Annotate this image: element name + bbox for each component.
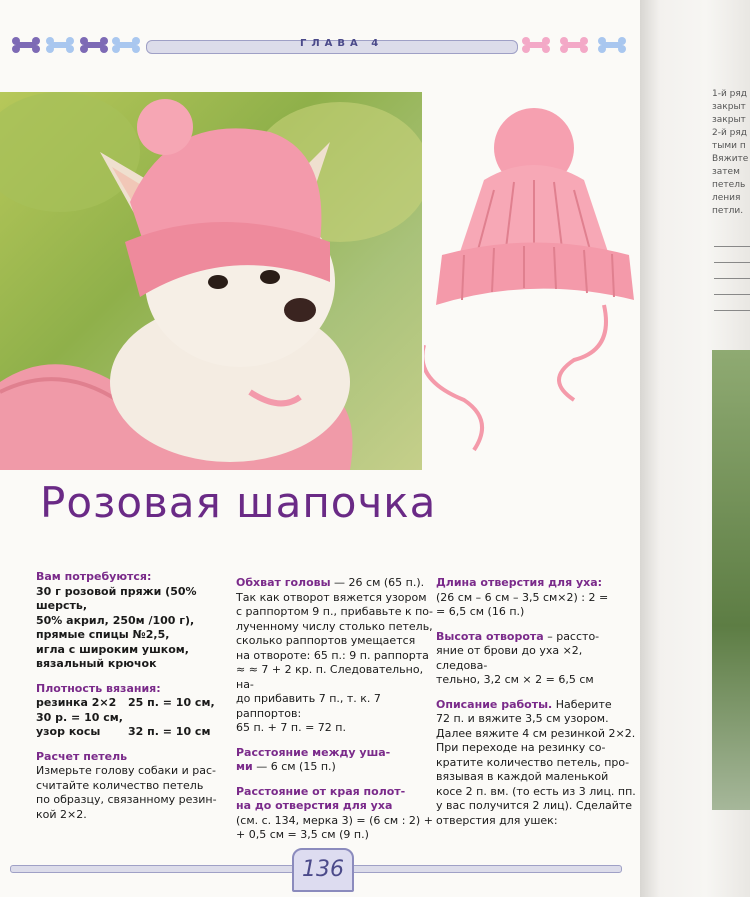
right-page-text [712,88,748,218]
description-line: 72 п. и вяжите 3,5 см узором. [436,712,609,725]
head-girth-line: ≈ ≈ 7 + 2 кр. п. Следовательно, на- [236,663,424,691]
right-page-line: 2-й ряд [712,128,748,138]
bone-icons [12,34,142,56]
materials-line: вязальный крючок [36,657,157,670]
cuff-height-value: – рассто- [543,629,600,643]
head-girth-line: лученному числу столько петель, [236,619,433,633]
description-heading: Описание работы. [436,697,553,711]
right-page-line: Вяжите [712,154,749,164]
calc-line: по образцу, связанному резин- [36,793,217,806]
bone-decoration-right [520,34,640,56]
right-page-line: закрыт [712,102,746,112]
density-label: 30 р. = 10 см, [36,710,123,724]
right-page-table [714,246,750,313]
ears-distance-heading-cont: ми [236,760,253,773]
ear-hole-line: = 6,5 см (16 п.) [436,605,525,618]
ears-distance-paragraph [236,760,436,775]
head-girth-line: сколько раппортов умещается [236,634,416,647]
right-page-line: петель [712,180,746,190]
bone-decoration-left [12,34,142,56]
head-girth-heading: Обхват головы [236,576,331,589]
calc-line: Измерьте голову собаки и рас- [36,764,217,777]
cuff-height-line: тельно, 3,2 см × 2 = 6,5 см [436,673,594,686]
materials-line: прямые спицы №2,5, [36,628,170,641]
head-girth-line: Так как отворот вяжется узором [236,590,427,604]
right-page-line: петли. [712,206,744,216]
description-line: косе 2 п. вм. (то есть из 3 лиц. пп. [436,784,636,798]
materials-column [36,570,232,822]
instructions-column [436,576,636,828]
materials-line: 50% акрил, 250м /100 г), [36,613,195,627]
head-girth-line: на отвороте: 65 п.: 9 п. раппорта [236,648,429,662]
bone-icons [520,34,640,56]
recipe-title: Розовая шапочка [40,478,437,527]
edge-distance-line: (см. с. 134, мерка 3) = (6 см : 2) + [236,813,433,827]
description-line: у вас получится 2 лиц). Сделайте [436,799,633,812]
head-girth-line: 65 п. + 7 п. = 72 п. [236,721,346,734]
chapter-label: ГЛАВА 4 [300,38,384,49]
calc-line: кой 2×2. [36,807,87,821]
right-page-line: ления [712,193,741,203]
density-row [36,711,232,726]
right-page-line: затем [712,167,740,177]
dog-photo [0,92,422,470]
description-line: Далее вяжите 4 см резинкой 2×2. [436,726,636,740]
right-page-line: тыми п [712,141,746,151]
ears-distance-heading: Расстояние между уша- [236,745,391,759]
density-label: узор косы [36,725,101,738]
density-row [36,725,232,740]
density-heading: Плотность вязания: [36,681,161,695]
description-line: вязывая в каждой маленькой [436,770,609,783]
cuff-height-heading: Высота отворота [436,629,544,643]
head-girth-paragraph [236,576,436,591]
right-page-photo [712,350,750,810]
materials-line: игла с широким ушком, [36,642,189,656]
right-page-line: 1-й ряд [712,89,748,99]
head-girth-value: — 26 см (65 п.). [330,576,425,589]
calc-line: считайте количество петель [36,778,204,792]
page-number: 136 [292,848,354,892]
right-page-line: закрыт [712,115,746,125]
cuff-height-line: яние от брови до уха ×2, следова- [436,644,583,672]
edge-distance-heading-cont: на до отверстия для уха [236,799,393,812]
description-line: отверстия для ушек: [436,813,558,827]
measurements-column [236,576,436,843]
density-label: резинка 2×2 [36,696,117,709]
density-value: 25 п. = 10 см, [128,696,215,709]
dog-in-pink-hat-illustration [0,92,422,470]
materials-line: 30 г розовой пряжи (50% шерсть, [36,584,197,612]
head-girth-line: с раппортом 9 п., прибавьте к по- [236,605,433,618]
edge-distance-line: + 0,5 см = 3,5 см (9 п.) [236,828,369,841]
description-paragraph [436,698,636,713]
calc-heading: Расчет петель [36,749,128,763]
ear-hole-line: (26 см – 6 см – 3,5 см×2) : 2 = [436,590,609,604]
description-line: При переходе на резинку со- [436,741,606,754]
edge-distance-heading: Расстояние от края полот- [236,784,406,798]
head-girth-line: до прибавить 7 п., т. к. 7 раппортов: [236,692,381,720]
ears-distance-value: — 6 см (15 п.) [252,760,336,773]
knitted-hat-illustration [424,100,638,460]
density-row [36,696,232,711]
description-value: Наберите [552,697,612,711]
ear-hole-heading: Длина отверстия для уха: [436,576,603,589]
density-value: 32 п. = 10 см [128,725,211,738]
materials-heading: Вам потребуются: [36,570,152,583]
cuff-height-paragraph [436,630,636,645]
description-line: кратите количество петель, про- [436,755,630,769]
